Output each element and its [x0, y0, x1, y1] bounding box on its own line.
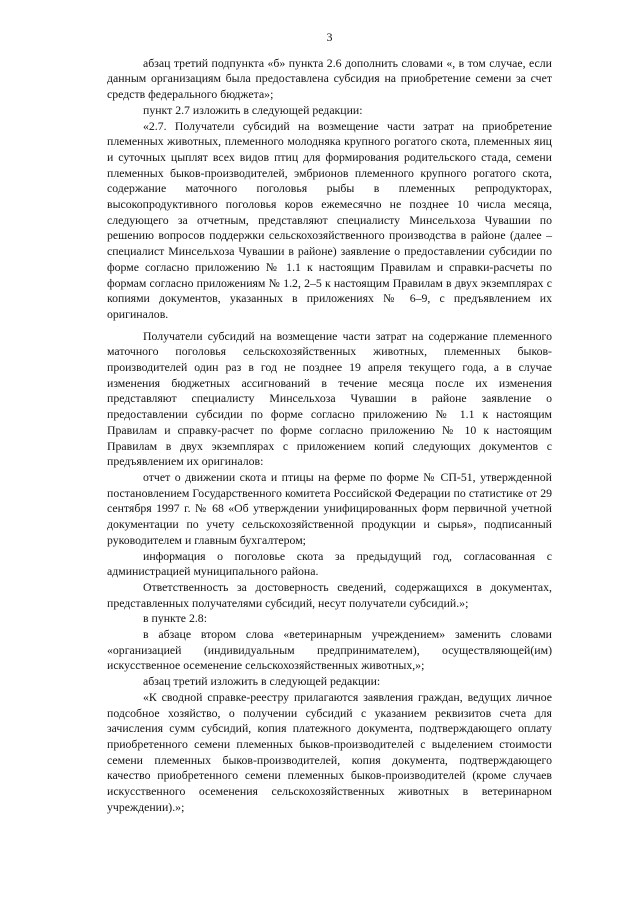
paragraph-third-abzac-text: «К сводной справке-реестру прилагаются заявления граждан, ведущих личное подсобное хозяйство, о получении субсидий с указанием реквизитов счета для зачисления сумм субсидий, копия платежного документа, подтверждающего оплату приобретенного семени племенных быков-производителей с выделением стоимости семени племенных быков-производителей, копия документа, подтверждающего качество приобретенного семени племенных быков-производителей (кроме случаев искусственного осеменения сельскохозяйственных животных в ветеринарном учреждении).»; [107, 689, 552, 814]
paragraph-second-abzac: в абзаце втором слова «ветеринарным учреждением» заменить словами «организацией (индивидуальным предпринимателем), осуществляющей(им) искусственное осеменение сельскохозяйственных животных,»; [107, 627, 552, 673]
paragraph-maintenance-subsidy: Получатели субсидий на возмещение части затрат на содержание племенного маточного поголовья сельскохозяйственных животных, племенных быков-производителей один раз в год не позднее 19 апреля текущего года, а в случае изменения бюджетных ассигнований в течение месяца после их изменения представляют специалисту Минсельхоза Чувашии в районе заявление о предоставлении субсидии по форме согласно приложению № 1.1 к настоящим Правилам и справку-расчет по форме согласно приложению № 10 к настоящим Правилам в двух экземплярах с приложением копий следующих документов с предъявлением их оригиналов: [107, 328, 552, 469]
paragraph-third-abzac-intro: абзац третий изложить в следующей редакции: [143, 674, 381, 689]
document-page [107, 30, 552, 815]
paragraph-point-2-7-text: «2.7. Получатели субсидий на возмещение части затрат на приобретение племенных животных, племенного молодняка крупного рогатого скота, племенных яиц и суточных цыплят всех видов птиц для формирования родительского стада, семени племенных быков-производителей, эмбрионов племенного крупного рогатого скота, содержание маточного поголовья рыбы в племенных репродукторах, высокопродуктивного поголовья коров ежемесячно не позднее 10 числа месяца, следующего за отчетным, представляют специалисту Минсельхоза Чувашии по решению вопросов поддержки сельскохозяйственного производства в районе (далее – специалист Минсельхоза Чувашии в районе) заявление о предоставлении субсидии по форме согласно приложению № 1.1 к настоящим Правилам и справки-расчеты по формам согласно приложениям № 1.2, 2–5 к настоящим Правилам в двух экземплярах с копиями документов, указанных в приложениях № 6–9, с предъявлением их оригиналов. [107, 118, 552, 321]
paragraph-amend-2-6: абзац третий подпункта «б» пункта 2.6 дополнить словами «, в том случае, если данным организациям была предоставлена субсидия на приобретение семени за счет средств федерального бюджета»; [107, 55, 552, 102]
paragraph-livestock-report: отчет о движении скота и птицы на ферме по форме № СП-51, утвержденной постановлением Государственного комитета Российской Федерации по статистике от 29 сентября 1997 г. № 68 «Об утверждении унифицированных форм первичной учетной документации по учету сельскохозяйственной продукции и сырья», подписанный руководителем и главным бухгалтером; [107, 469, 552, 547]
page-number: 3 [326, 30, 333, 44]
paragraph-livestock-info: информация о поголовье скота за предыдущий год, согласованная с администрацией муниципального района. [107, 548, 552, 579]
paragraph-point-2-8: в пункте 2.8: [143, 611, 207, 626]
paragraph-point-2-7-intro: пункт 2.7 изложить в следующей редакции: [143, 102, 363, 117]
paragraph-responsibility: Ответственность за достоверность сведений, содержащихся в документах, представленных получателями субсидий, несут получатели субсидий.»; [107, 579, 552, 610]
